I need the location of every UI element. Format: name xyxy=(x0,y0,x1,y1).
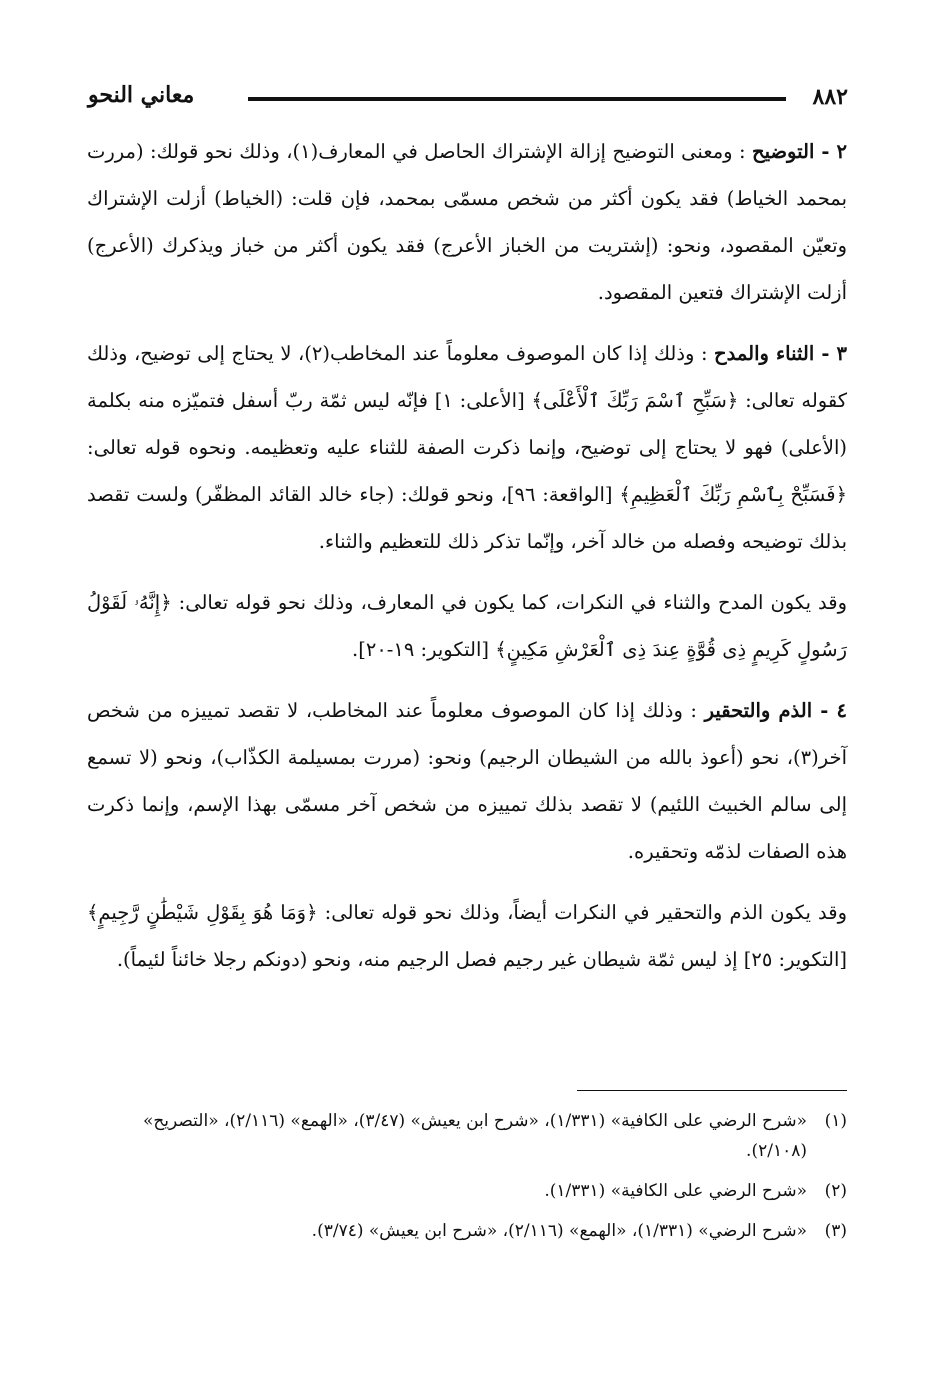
paragraph-text: : وذلك إذا كان الموصوف معلوماً عند المخاطب(٢)، لا يحتاج إلى توضيح، وذلك كقوله تعالى: ﴿سَبِّحِ ٱسْمَ رَبِّكَ ٱلْأَعْلَى﴾ [الأعلى: ١] فإنّه ليس ثمّة ربّ أسفل فتميّزه منه بكلمة (الأعلى) فهو لا يحتاج إلى توضيح، وإنما ذكرت الصفة للثناء عليه وتعظيمه. ونحوه قوله تعالى: ﴿فَسَبِّحْ بِٱسْمِ رَبِّكَ ٱلْعَظِيمِ﴾ [الواقعة: ٩٦]، ونحو قولك: (جاء خالد القائد المظفّر) ولست تقصد بذلك توضيحه وفصله من خالد آخر، وإنّما تذكر ذلك للتعظيم والثناء. xyxy=(87,342,847,553)
page-header xyxy=(88,84,848,118)
footnotes xyxy=(87,1106,847,1246)
footnote-divider xyxy=(577,1090,847,1091)
paragraph-dhamm-nakirat xyxy=(87,889,847,983)
section-label: ٢ - التوضيح xyxy=(752,140,847,163)
footnote-text: «شرح الرضي على الكافية» (١/٣٣١)، «شرح ابن يعيش» (٣/٤٧)، «الهمع» (٢/١١٦)، «التصريح» (٢/١٠٨). xyxy=(142,1111,807,1161)
footnote-number: (٣) xyxy=(824,1221,847,1241)
paragraph-thana xyxy=(87,330,847,565)
footnote-text: «شرح الرضي» (١/٣٣١)، «الهمع» (٢/١١٦)، «شرح ابن يعيش» (٣/٧٤). xyxy=(311,1221,807,1241)
paragraph-madh-nakirat xyxy=(87,579,847,673)
header-rule xyxy=(248,97,786,101)
running-title: معاني النحو xyxy=(88,82,195,108)
section-label: ٣ - الثناء والمدح xyxy=(714,342,848,365)
main-text xyxy=(87,128,847,983)
section-label: ٤ - الذم والتحقير xyxy=(704,699,847,722)
paragraph-text: : ومعنى التوضيح إزالة الإشتراك الحاصل في المعارف(١)، وذلك نحو قولك: (مررت بمحمد الخياط) فقد يكون أكثر من شخص مسمّى بمحمد، فإن قلت: (الخياط) أزلت الإشتراك وتعيّن المقصود، ونحو: (إشتريت من الخباز الأعرج) فقد يكون أكثر من خباز ويذكرك (الأعرج) أزلت الإشتراك فتعين المقصود. xyxy=(87,140,847,304)
paragraph-text: وقد يكون المدح والثناء في النكرات، كما يكون في المعارف، وذلك نحو قوله تعالى: ﴿إِنَّهُۥ لَقَوْلُ رَسُولٍ كَرِيمٍ ذِى قُوَّةٍ عِندَ ذِى ٱلْعَرْشِ مَكِينٍ﴾ [التكوير: ١٩-٢٠]. xyxy=(87,591,847,661)
footnote-item xyxy=(87,1106,847,1166)
paragraph-dhamm xyxy=(87,687,847,875)
paragraph-tawdih xyxy=(87,128,847,316)
footnote-number: (٢) xyxy=(824,1181,847,1201)
footnote-text: «شرح الرضي على الكافية» (١/٣٣١). xyxy=(544,1181,807,1201)
paragraph-text: وقد يكون الذم والتحقير في النكرات أيضاً، وذلك نحو قوله تعالى: ﴿وَمَا هُوَ بِقَوْلِ شَيْطَٰنٍ رَّجِيمٍ﴾ [التكوير: ٢٥] إذ ليس ثمّة شيطان غير رجيم فصل الرجيم منه، ونحو (دونكم رجلا خائناً لئيماً). xyxy=(87,901,847,971)
footnote-number: (١) xyxy=(824,1111,847,1131)
footnote-item xyxy=(87,1176,847,1206)
footnote-item xyxy=(87,1216,847,1246)
page-number: ٨٨٢ xyxy=(812,84,848,110)
paragraph-text: : وذلك إذا كان الموصوف معلوماً عند المخاطب، لا تقصد تمييزه من شخص آخر(٣)، نحو (أعوذ بالله من الشيطان الرجيم) ونحو: (مررت بمسيلمة الكذّاب)، ونحو (لا تسمع إلى سالم الخبيث اللئيم) لا تقصد بذلك تمييزه من شخص آخر مسمّى بهذا الإسم، وإنما ذكرت هذه الصفات لذمّه وتحقيره. xyxy=(87,699,847,863)
